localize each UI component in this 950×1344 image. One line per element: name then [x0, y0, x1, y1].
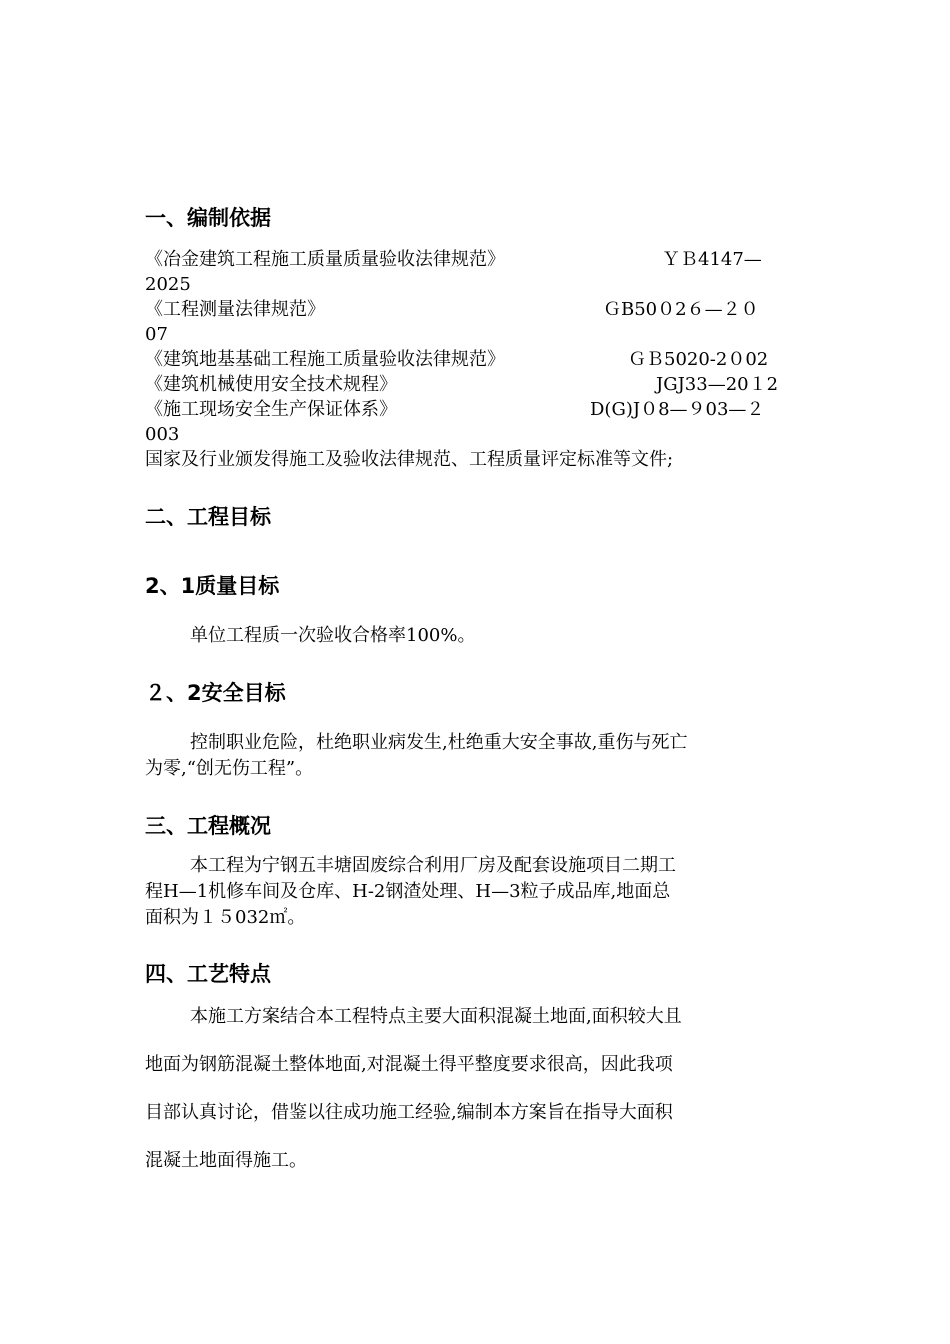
- process-line-4: 混凝土地面得施工。: [145, 1150, 307, 1171]
- process-line-2: 地面为钢筋混凝土整体地面,对混凝土得平整度要求很高，因此我项: [145, 1054, 673, 1075]
- basis-item-3-code: ＧＢ5020-2０02: [628, 349, 769, 370]
- heading-overview: 三、工程概况: [145, 814, 271, 838]
- basis-item-3-name: 《建筑地基基础工程施工质量验收法律规范》: [145, 349, 505, 370]
- overview-line-1: 本工程为宁钢五丰塘固废综合利用厂房及配套设施项目二期工: [190, 855, 676, 876]
- heading-basis: 一、编制依据: [145, 206, 271, 230]
- basis-item-4-code: JGJ33—20１2: [656, 374, 779, 395]
- basis-note: 国家及行业颁发得施工及验收法律规范、工程质量评定标准等文件;: [145, 449, 674, 470]
- overview-line-3: 面积为１５032㎡。: [145, 907, 306, 928]
- quality-goal-text: 单位工程质一次验收合格率100%。: [190, 625, 476, 646]
- heading-safety-goal: ２、2安全目标: [145, 681, 286, 705]
- basis-item-4-name: 《建筑机械使用安全技术规程》: [145, 374, 397, 395]
- basis-item-5-code-cont: 003: [145, 424, 180, 445]
- safety-goal-line-1: 控制职业危险，杜绝职业病发生,杜绝重大安全事故,重伤与死亡: [190, 732, 688, 753]
- basis-item-1-name: 《冶金建筑工程施工质量质量验收法律规范》: [145, 249, 505, 270]
- basis-item-5-code: D(G)J０8—９03—２: [590, 399, 765, 420]
- basis-item-1-code: ＹＢ4147—: [662, 249, 762, 270]
- basis-item-2-code-cont: 07: [145, 324, 168, 345]
- safety-goal-line-2: 为零,“创无伤工程”。: [145, 758, 314, 779]
- overview-line-2: 程H—1机修车间及仓库、H-2钢渣处理、H—3粒子成品库,地面总: [145, 881, 671, 902]
- process-line-3: 目部认真讨论，借鉴以往成功施工经验,编制本方案旨在指导大面积: [145, 1102, 673, 1123]
- basis-item-1-code-cont: 2025: [145, 274, 191, 295]
- heading-process: 四、工艺特点: [145, 962, 271, 986]
- basis-item-5-name: 《施工现场安全生产保证体系》: [145, 399, 397, 420]
- heading-quality-goal: 2、1质量目标: [145, 574, 280, 598]
- basis-item-2-code: ＧB50０2６—２０: [603, 299, 759, 320]
- process-line-1: 本施工方案结合本工程特点主要大面积混凝土地面,面积较大且: [190, 1006, 682, 1027]
- basis-item-2-name: 《工程测量法律规范》: [145, 299, 325, 320]
- heading-goals: 二、工程目标: [145, 505, 271, 529]
